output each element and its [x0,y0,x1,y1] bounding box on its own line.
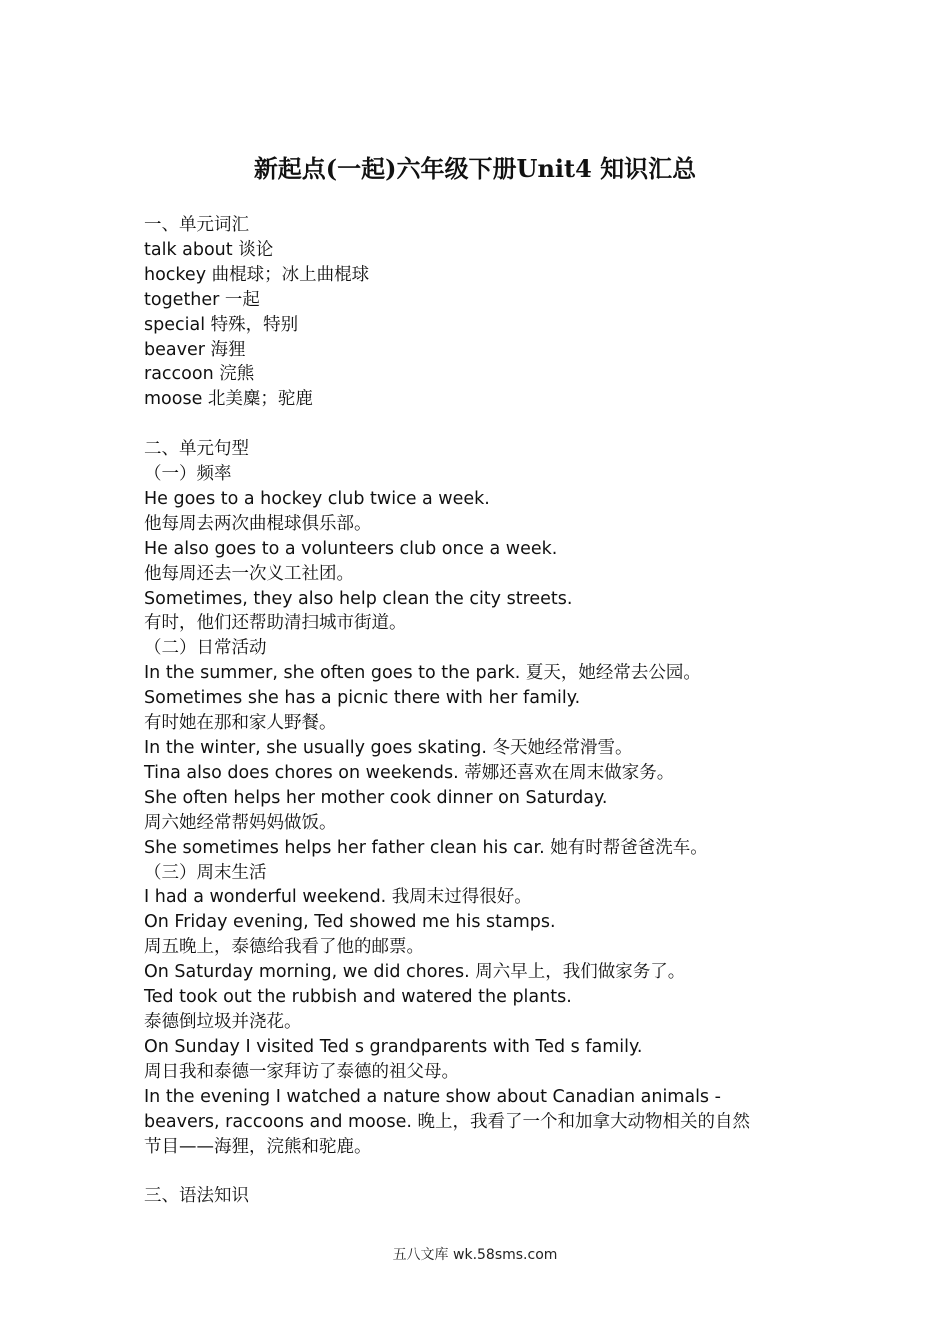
vocab-item: talk about 谈论 [144,239,274,260]
sentence-line: beavers, raccoons and moose. 晚上，我看了一个和加拿大动物相关的自然 [144,1111,750,1132]
sentence-line: He goes to a hockey club twice a week. [144,488,490,509]
section-heading-grammar: 三、语法知识 [144,1186,249,1207]
sentence-line: I had a wonderful weekend. 我周末过得很好。 [144,887,532,908]
sentence-line: 他每周去两次曲棍球俱乐部。 [144,513,372,534]
vocab-item: raccoon 浣熊 [144,364,255,385]
sentence-line: 有时她在那和家人野餐。 [144,713,337,734]
sentence-line: 有时，他们还帮助清扫城市街道。 [144,613,407,634]
subsection-heading-weekend-life: （三）周末生活 [144,862,267,883]
document-body [144,213,804,1209]
sentence-line: She sometimes helps her father clean his car. 她有时帮爸爸洗车。 [144,837,708,858]
sentence-line: He also goes to a volunteers club once a week. [144,538,558,559]
section-heading-vocabulary: 一、单元词汇 [144,215,249,235]
sentence-line: 节目——海狸，浣熊和驼鹿。 [144,1136,372,1157]
spacer [144,1159,804,1184]
subsection-heading-frequency: （一）频率 [144,464,232,485]
sentence-line: Tina also does chores on weekends. 蒂娜还喜欢在周末做家务。 [144,762,675,783]
sentence-line: In the winter, she usually goes skating. 冬天她经常滑雪。 [144,738,633,759]
footer-watermark: 五八文库 wk.58sms.com [392,1247,558,1263]
sentence-line: On Saturday morning, we did chores. 周六早上，我们做家务了。 [144,962,686,983]
subsection-heading-daily-activities: （二）日常活动 [144,638,267,659]
sentence-line: On Sunday I visited Ted s grandparents with Ted s family. [144,1036,643,1057]
sentence-line: In the summer, she often goes to the park. 夏天，她经常去公园。 [144,663,701,684]
vocab-item: moose 北美麋；驼鹿 [144,389,313,410]
vocab-item: together 一起 [144,289,260,310]
vocab-item: hockey 曲棍球；冰上曲棍球 [144,264,370,285]
sentence-line: Sometimes she has a picnic there with her family. [144,688,581,709]
sentence-line: 周五晚上，泰德给我看了他的邮票。 [144,937,424,958]
page-title: 新起点(一起)六年级下册Unit4 知识汇总 [253,154,697,183]
sentence-line: 周六她经常帮妈妈做饭。 [144,812,337,833]
sentence-line: Sometimes, they also help clean the city streets. [144,588,573,609]
sentence-line: 他每周还去一次义工社团。 [144,563,354,584]
vocab-item: beaver 海狸 [144,339,246,360]
spacer [144,412,804,437]
sentence-line: Ted took out the rubbish and watered the plants. [144,987,572,1008]
section-heading-sentences: 二、单元句型 [144,439,249,460]
vocab-item: special 特殊，特别 [144,314,299,335]
sentence-line: In the evening I watched a nature show about Canadian animals - [144,1086,721,1107]
sentence-line: On Friday evening, Ted showed me his stamps. [144,912,556,933]
sentence-line: She often helps her mother cook dinner on Saturday. [144,787,608,808]
sentence-line: 泰德倒垃圾并浇花。 [144,1011,302,1032]
sentence-line: 周日我和泰德一家拜访了泰德的祖父母。 [144,1061,459,1082]
